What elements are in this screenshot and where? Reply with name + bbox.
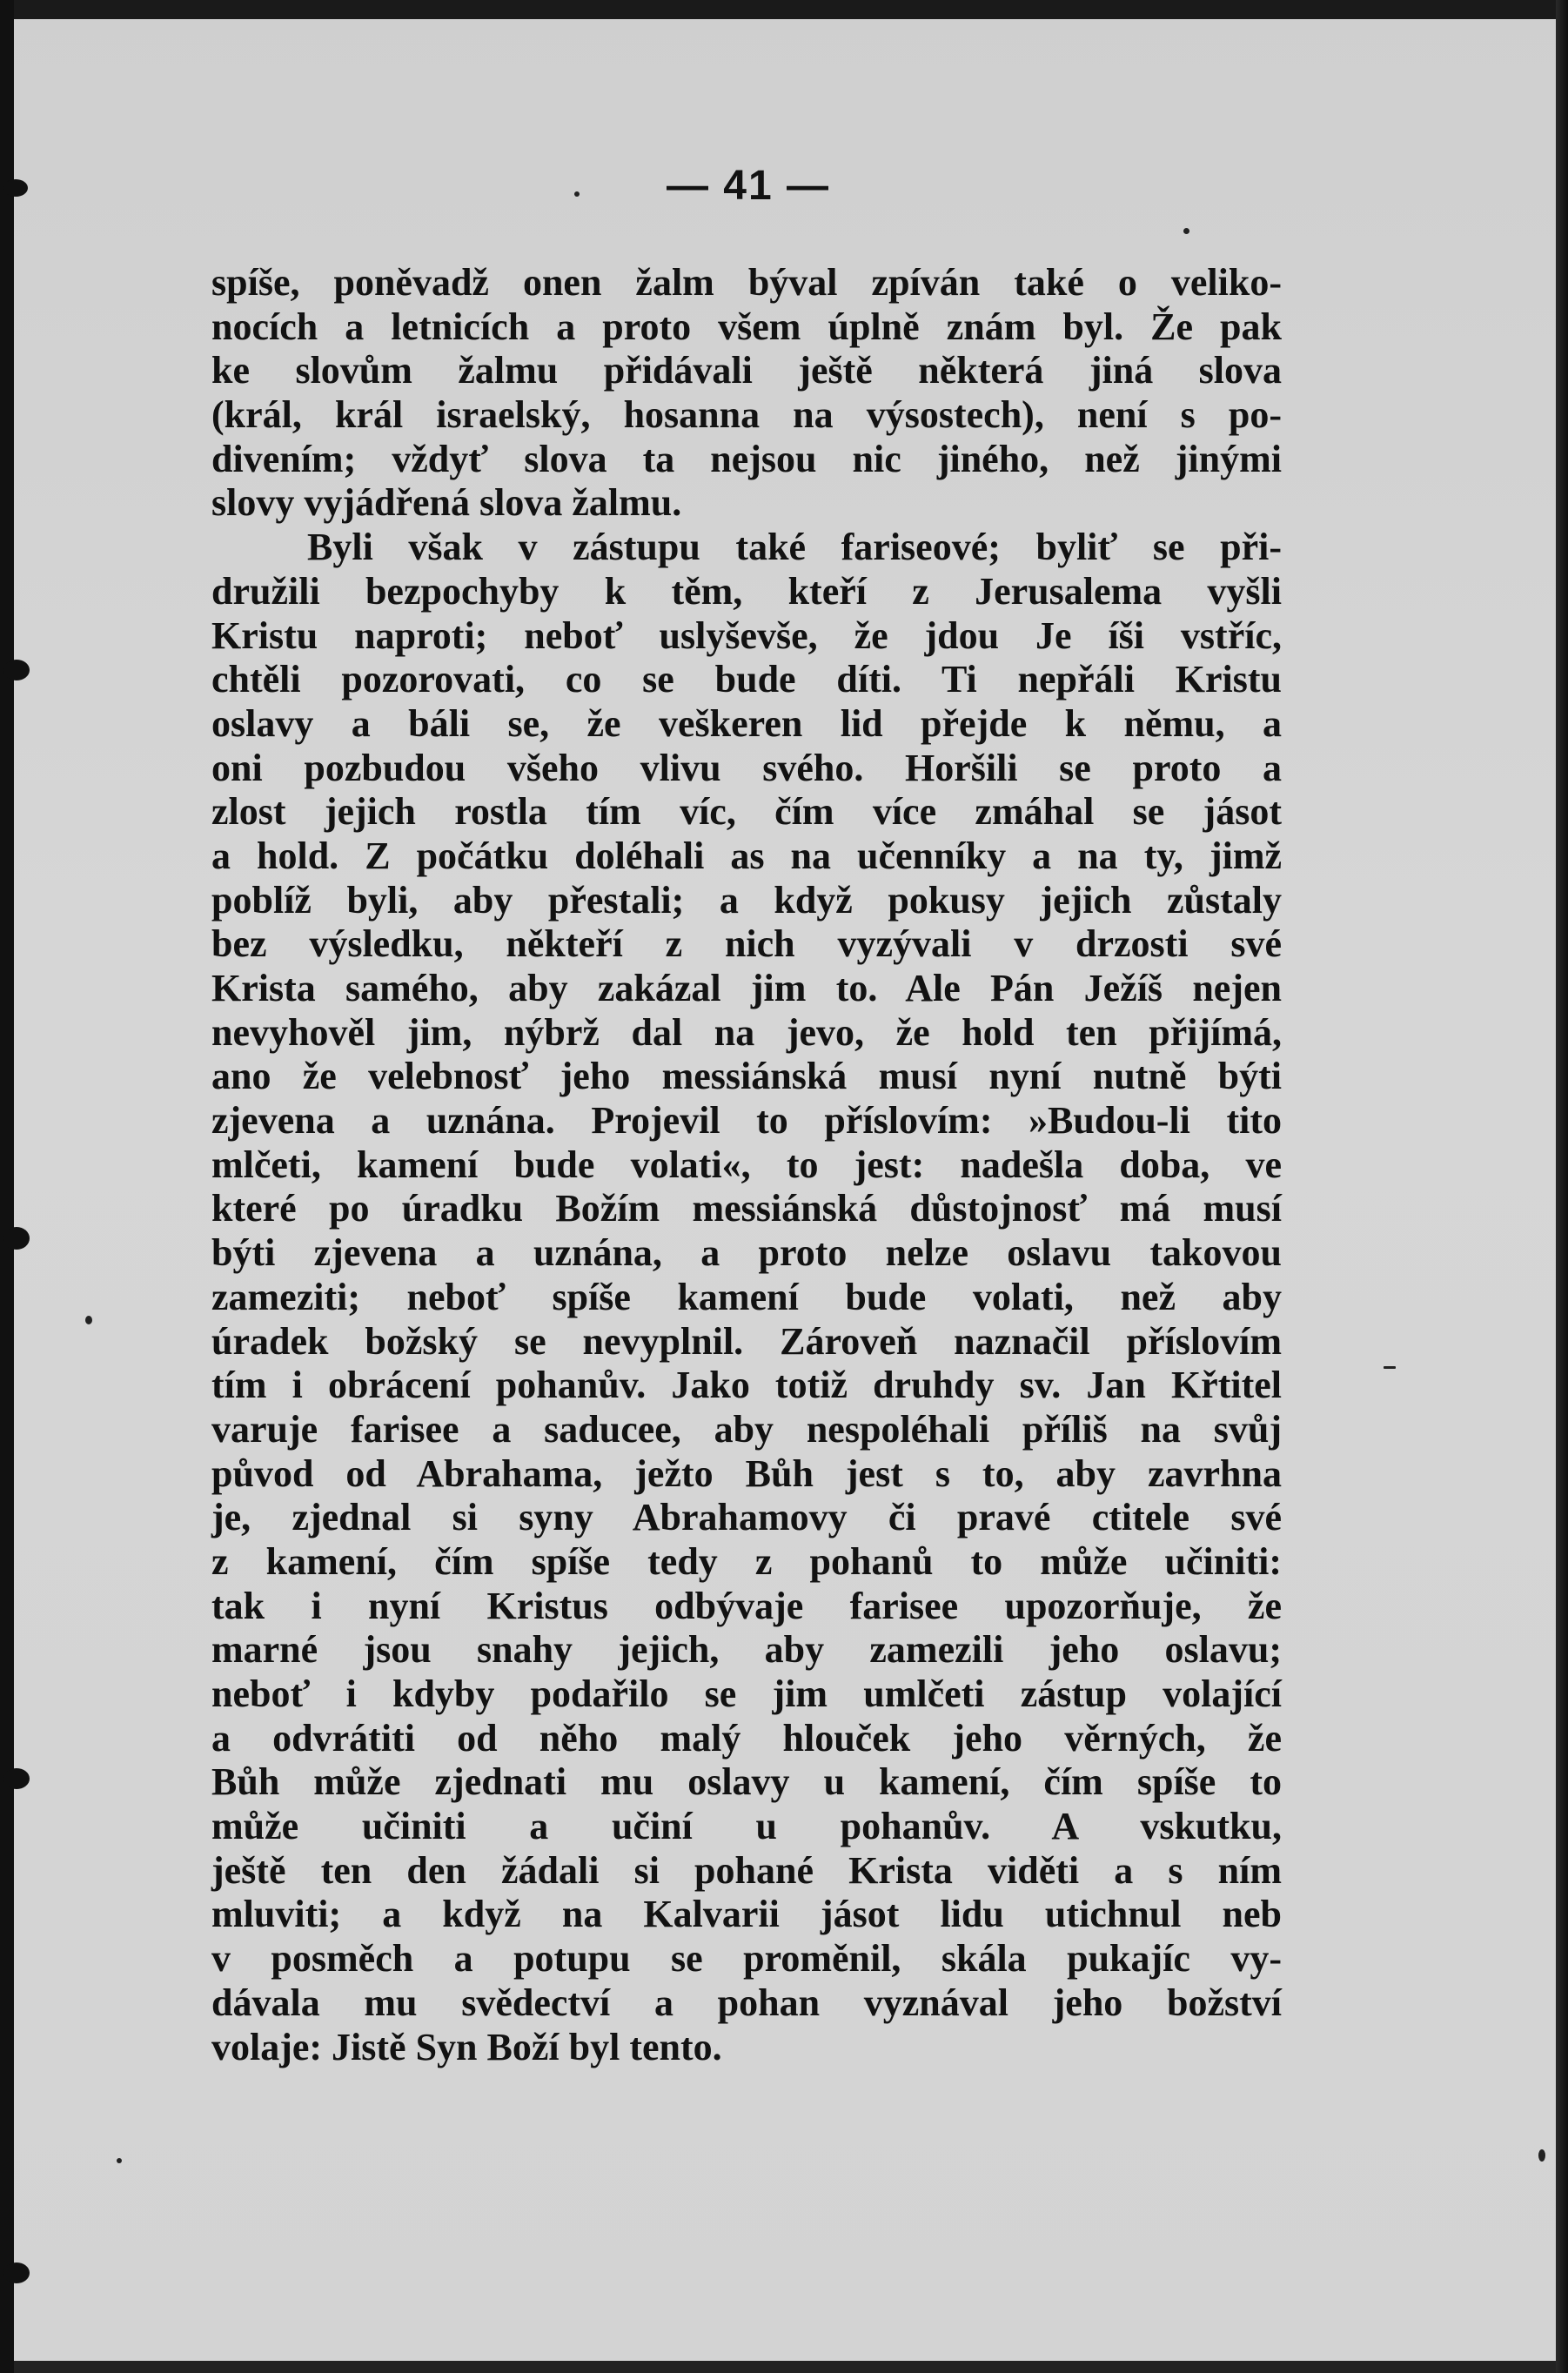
text-line: bez výsledku, někteří z nich vyzývali v drzosti své: [211, 922, 1282, 966]
text-line: mlčeti, kamení bude volati«, to jest: nadešla doba, ve: [211, 1143, 1282, 1186]
text-line: Bůh může zjednati mu oslavy u kamení, čím spíše to: [211, 1760, 1282, 1804]
text-line: družili bezpochyby k těm, kteří z Jerusalema vyšli: [211, 569, 1282, 613]
text-line: a odvrátiti od něho malý hlouček jeho věrných, že: [211, 1716, 1282, 1760]
text-line: dávala mu svědectví a pohan vyznával jeho božství: [211, 1981, 1282, 2024]
text-line: je, zjednal si syny Abrahamovy či pravé ctitele své: [211, 1496, 1282, 1539]
text-line: mluviti; a když na Kalvarii jásot lidu utichnul neb: [211, 1893, 1282, 1936]
text-line: v posměch a potupu se proměnil, skála pukajíc vy-: [211, 1937, 1282, 1981]
text-line: oni pozbudou všeho vlivu svého. Horšili se proto a: [211, 746, 1282, 789]
text-line: ještě ten den žádali si pohané Krista viděti a s ním: [211, 1848, 1282, 1892]
text-line: Kristu naproti; neboť uslyševše, že jdou Je íši vstříc,: [211, 613, 1282, 657]
text-line: a hold. Z počátku doléhali as na učenníky a na ty, jimž: [211, 834, 1282, 877]
text-line: z kamení, čím spíše tedy z pohanů to může učiniti:: [211, 1539, 1282, 1583]
text-line: může učiniti a učiní u pohanův. A vskutku,: [211, 1805, 1282, 1848]
text-line: (král, král israelský, hosanna na výsostech), není s po-: [211, 393, 1282, 437]
text-line: Krista samého, aby zakázal jim to. Ale Pán Ježíš nejen: [211, 967, 1282, 1009]
text-line: marné jsou snahy jejich, aby zamezili jeho oslavu;: [211, 1628, 1282, 1672]
text-line: chtěli pozorovati, co se bude díti. Ti nepřáli Kristu: [211, 658, 1282, 701]
text-line: ke slovům žalmu přidávali ještě některá jiná slova: [211, 349, 1282, 392]
text-line: nocích a letnicích a proto všem úplně znám byl. Že pak: [211, 305, 1282, 348]
text-line: varuje farisee a saducee, aby nespoléhali příliš na svůj: [211, 1407, 1282, 1451]
text-line: slovy vyjádřená slova žalmu.: [211, 481, 682, 525]
body-text: [211, 261, 1282, 2069]
text-line: ano že velebnosť jeho messiánská musí nyní nutně býti: [211, 1055, 1282, 1098]
text-line: tak i nyní Kristus odbývaje farisee upozorňuje, že: [211, 1584, 1282, 1627]
text-line: tím i obrácení pohanův. Jako totiž druhdy sv. Jan Křtitel: [211, 1364, 1282, 1407]
text-line: volaje: Jistě Syn Boží byl tento.: [211, 2025, 722, 2068]
text-line: zjevena a uznána. Projevil to příslovím: »Budou-li tito: [211, 1099, 1282, 1143]
text-line: Byli však v zástupu také fariseové; byliť se při-: [307, 526, 1282, 569]
text-line: nevyhověl jim, nýbrž dal na jevo, že hold ten přijímá,: [211, 1010, 1282, 1054]
text-line: zlost jejich rostla tím víc, čím více zmáhal se jásot: [211, 790, 1282, 834]
text-line: spíše, poněvadž onen žalm býval zpíván také o veliko-: [211, 261, 1282, 304]
text-line: zameziti; neboť spíše kamení bude volati, než aby: [211, 1275, 1282, 1318]
page-number: — 41 —: [666, 163, 831, 209]
text-line: původ od Abrahama, ježto Bůh jest s to, aby zavrhna: [211, 1451, 1282, 1495]
text-line: oslavy a báli se, že veškeren lid přejde k němu, a: [211, 701, 1282, 745]
text-line: úradek božský se nevyplnil. Zároveň naznačil příslovím: [211, 1319, 1282, 1363]
text-line: které po úradku Božím messiánská důstojnosť má musí: [211, 1187, 1282, 1230]
text-line: býti zjevena a uznána, a proto nelze oslavu takovou: [211, 1231, 1282, 1275]
text-line: poblíž byli, aby přestali; a když pokusy jejich zůstaly: [211, 878, 1282, 922]
text-line: neboť i kdyby podařilo se jim umlčeti zástup volající: [211, 1672, 1282, 1715]
text-line: divením; vždyť slova ta nejsou nic jiného, než jinými: [211, 437, 1282, 480]
